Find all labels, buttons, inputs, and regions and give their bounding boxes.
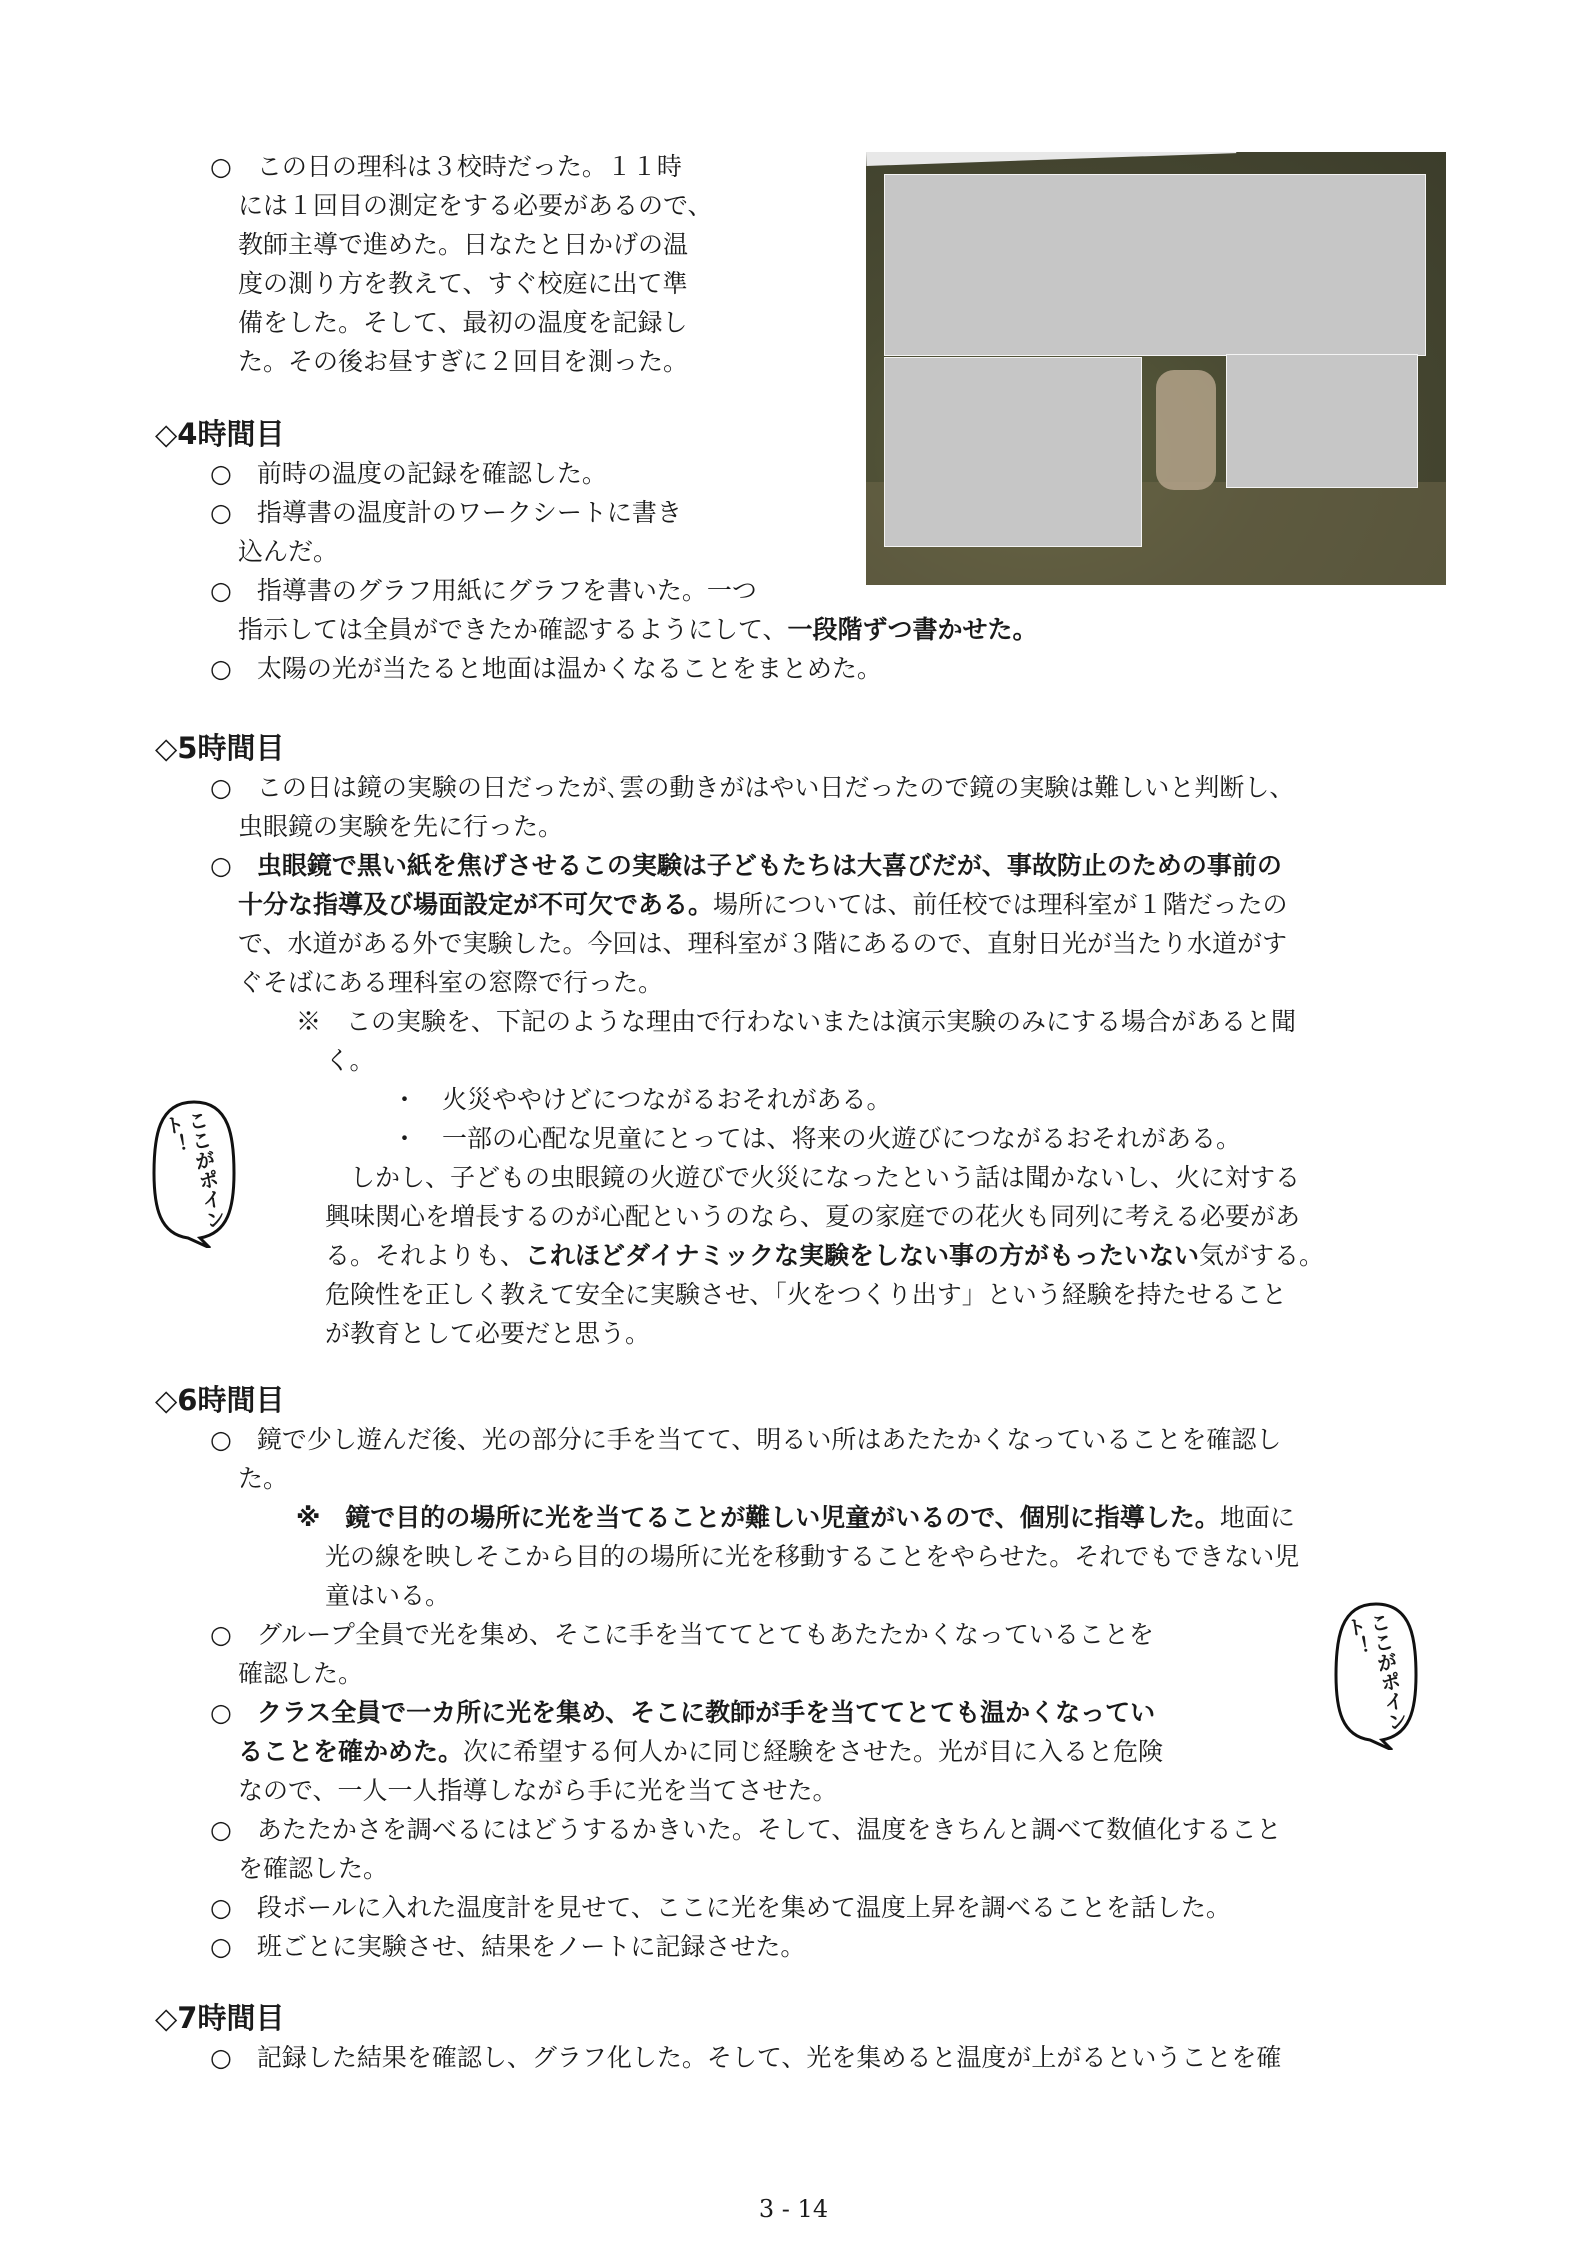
s5-item: で、水道がある外で実験した。今回は、理科室が３階にあるので、直射日光が当たり水道がす bbox=[238, 929, 1288, 958]
s5-para: しかし、子どもの虫眼鏡の火遊びで火災になったという話は聞かないし、火に対する bbox=[350, 1163, 1301, 1192]
s5-text: る。それよりも、 bbox=[325, 1241, 526, 1270]
s6-item: を確認した。 bbox=[238, 1854, 389, 1883]
page-number: 3 - 14 bbox=[758, 2195, 829, 2223]
s6-item bbox=[238, 1733, 1163, 1771]
bubble-label: ここがポイント！ bbox=[159, 1108, 228, 1232]
s6-emphasis: ○ クラス全員で一カ所に光を集め、そこに教師が手を当ててとても温かくなってい bbox=[210, 1698, 1156, 1727]
s5-para: が教育として必要だと思う。 bbox=[325, 1319, 651, 1348]
s5-text: 場所については、前任校では理科室が１階だったの bbox=[713, 890, 1288, 919]
s4-item: ○ 太陽の光が当たると地面は温かくなることをまとめた。 bbox=[210, 654, 882, 683]
s6-emphasis: ※ 鏡で目的の場所に光を当てることが難しい児童がいるので、個別に指導した。 bbox=[296, 1503, 1220, 1532]
s6-item: 確認した。 bbox=[238, 1659, 364, 1688]
privacy-mosaic bbox=[1226, 354, 1418, 488]
section-5-heading: ◇5時間目 bbox=[155, 731, 285, 765]
s6-item: ○ 段ボールに入れた温度計を見せて、ここに光を集めて温度上昇を調べることを話した。 bbox=[210, 1893, 1231, 1922]
s5-item: 虫眼鏡の実験を先に行った。 bbox=[238, 812, 564, 841]
s5-reason: ・ 一部の心配な児童にとっては、将来の火遊びにつながるおそれがある。 bbox=[392, 1124, 1242, 1153]
s4-item: ○ 指導書のグラフ用紙にグラフを書いた。一つ bbox=[210, 576, 757, 605]
s4-emphasis: 一段階ずつ書かせた。 bbox=[787, 615, 1038, 644]
s5-reason: ・ 火災ややけどにつながるおそれがある。 bbox=[392, 1085, 892, 1114]
s4-item: ○ 前時の温度の記録を確認した。 bbox=[210, 459, 607, 488]
s5-para: 興味関心を増長するのが心配というのなら、夏の家庭での花火も同列に考える必要があ bbox=[325, 1202, 1301, 1231]
s6-note: 童はいる。 bbox=[325, 1581, 451, 1610]
hand-shape bbox=[1156, 370, 1216, 490]
intro-line: ○ この日の理科は３校時だった。１１時 bbox=[210, 152, 682, 181]
s6-item: ○ グループ全員で光を集め、そこに手を当ててとてもあたたかくなっていることを bbox=[210, 1620, 1154, 1649]
s5-item: ぐそばにある理科室の窓際で行った。 bbox=[238, 968, 664, 997]
intro-line: 教師主導で進めた。日なたと日かげの温 bbox=[238, 230, 689, 259]
s5-emphasis: ○ 虫眼鏡で黒い紙を焦げさせるこの実験は子どもたちは大喜びだが、事故防止のための事前の bbox=[210, 851, 1282, 880]
privacy-mosaic bbox=[884, 174, 1426, 356]
s5-emphasis: これほどダイナミックな実験をしない事の方がもったいない bbox=[525, 1241, 1200, 1270]
s6-text: 地面に bbox=[1219, 1503, 1295, 1532]
s6-item: ○ 鏡で少し遊んだ後、光の部分に手を当てて、明るい所はあたたかくなっていることを確認し bbox=[210, 1425, 1282, 1454]
s6-text: 次に希望する何人かに同じ経験をさせた。光が目に入ると危険 bbox=[463, 1737, 1164, 1766]
privacy-mosaic bbox=[884, 357, 1142, 547]
intro-line: 備をした。そして、最初の温度を記録し bbox=[238, 308, 688, 337]
section-4-heading: ◇4時間目 bbox=[155, 417, 285, 451]
intro-line: には１回目の測定をする必要があるので、 bbox=[238, 191, 713, 220]
intro-line: 度の測り方を教えて、すぐ校庭に出て準 bbox=[238, 269, 688, 298]
s6-item: ○ 班ごとに実験させ、結果をノートに記録させた。 bbox=[210, 1932, 806, 1961]
schoolyard-photo bbox=[866, 152, 1446, 585]
s6-note: 光の線を映しそこから目的の場所に光を移動することをやらせた。それでもできない児 bbox=[325, 1542, 1300, 1571]
s6-note bbox=[296, 1499, 1295, 1537]
s4-item: 込んだ。 bbox=[238, 537, 339, 566]
section-6-heading: ◇6時間目 bbox=[155, 1383, 285, 1417]
s5-para bbox=[325, 1237, 1324, 1275]
s5-note: ※ この実験を、下記のような理由で行わないまたは演示実験のみにする場合があると聞 bbox=[296, 1007, 1297, 1036]
s6-item: た。 bbox=[238, 1464, 289, 1493]
s6-emphasis: ることを確かめた。 bbox=[238, 1737, 464, 1766]
pipe-shape bbox=[866, 152, 1236, 166]
s5-para: 危険性を正しく教えて安全に実験させ、「火をつくり出す」という経験を持たせること bbox=[325, 1280, 1287, 1309]
s5-item: ○ この日は鏡の実験の日だったが､雲の動きがはやい日だったので鏡の実験は難しいと判断し、 bbox=[210, 773, 1295, 802]
s4-item bbox=[238, 611, 1038, 649]
s5-text: 気がする。 bbox=[1199, 1241, 1325, 1270]
s7-item: ○ 記録した結果を確認し、グラフ化した。そして、光を集めると温度が上がるということを確 bbox=[210, 2043, 1282, 2072]
s6-item: なので、一人一人指導しながら手に光を当てさせた。 bbox=[238, 1776, 838, 1805]
intro-line: た。その後お昼すぎに２回目を測った。 bbox=[238, 347, 689, 376]
s5-emphasis: 十分な指導及び場面設定が不可欠である。 bbox=[238, 890, 714, 919]
bubble-label: ここがポイント！ bbox=[1341, 1610, 1410, 1734]
s5-note: く。 bbox=[325, 1046, 375, 1075]
s4-text: 指示しては全員ができたか確認するようにして、 bbox=[238, 615, 788, 644]
s5-item bbox=[238, 886, 1288, 924]
s4-item: ○ 指導書の温度計のワークシートに書き bbox=[210, 498, 682, 527]
section-7-heading: ◇7時間目 bbox=[155, 2001, 285, 2035]
s6-item: ○ あたたかさを調べるにはどうするかきいた。そして、温度をきちんと調べて数値化すること bbox=[210, 1815, 1282, 1844]
